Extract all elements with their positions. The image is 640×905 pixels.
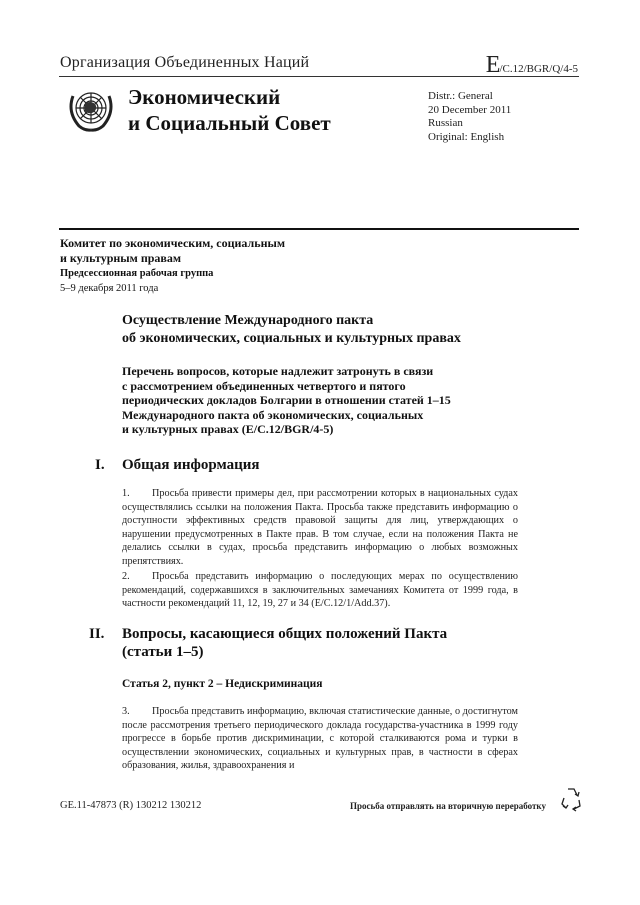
committee-name-2: и культурным правам <box>60 251 182 265</box>
subtitle-line-1: Перечень вопросов, которые надлежит затронуть в связи <box>122 364 434 378</box>
council-line-2: и Социальный Совет <box>128 111 331 135</box>
symbol-prefix: E <box>485 52 500 78</box>
main-title-line-1: Осуществление Международного пакта <box>122 313 374 328</box>
working-group: Предсессионная рабочая группа <box>60 268 214 279</box>
paragraph-number: 1. <box>122 488 130 499</box>
section-title: Общая информация <box>122 457 260 473</box>
committee-name-1: Комитет по экономическим, социальным <box>60 236 286 250</box>
main-title-line-2: об экономических, социальных и культурных правах <box>122 331 461 346</box>
subtitle <box>122 364 451 437</box>
section-heading-2 <box>89 625 529 665</box>
paragraph-number: 2. <box>122 571 130 582</box>
organization-name: Организация Объединенных Наций <box>60 54 310 71</box>
section-title-line-2: (статьи 1–5) <box>122 644 204 660</box>
section-title <box>122 625 447 661</box>
session-dates: 5–9 декабря 2011 года <box>60 283 159 294</box>
document-symbol <box>486 52 578 79</box>
section-number: II. <box>89 626 105 642</box>
paragraph-1 <box>122 487 518 569</box>
council-line-1: Экономический <box>128 85 281 109</box>
distr-original: Original: English <box>428 130 505 143</box>
paragraph-text: Просьба представить информацию, включая статистические данные, о достигнутом после рассмотрения третьего периодического доклада государства-участника в 1999 году прогрессе в борьбе против дискриминации, с которой сталкиваются рома и турки в осуществлении экономических, социальных и культурных прав, в частности в сферах образования, жилья, здравоохранения и <box>122 706 518 772</box>
main-title <box>122 312 461 348</box>
distr-language: Russian <box>428 117 463 129</box>
distr-date: 20 December 2011 <box>428 103 512 116</box>
section-heading-1 <box>95 456 535 476</box>
committee-block <box>60 236 285 296</box>
section-rule <box>59 228 579 230</box>
document-job-number: GE.11-47873 (R) 130212 130212 <box>60 800 202 811</box>
subtitle-line-3: периодических докладов Болгарии в отношении статей 1–15 <box>122 393 451 408</box>
distr-type: Distr.: General <box>428 90 493 102</box>
section-title-line-1: Вопросы, касающиеся общих положений Пакта <box>122 626 448 642</box>
paragraph-text: Просьба представить информацию о последующих мерах по осуществлению рекомендаций, содержавшихся в заключительных замечаниях Комитета от 1999 года, в частности рекомендаций 11, 12, 19, 27 и 34 (E/C.12/1/Add.37). <box>122 571 518 610</box>
distribution-block <box>428 90 511 144</box>
recycle-icon <box>560 786 582 812</box>
article-subheading: Статья 2, пункт 2 – Недискриминация <box>122 678 323 690</box>
paragraph-number: 3. <box>122 706 130 717</box>
paragraph-2 <box>122 570 518 611</box>
section-number: I. <box>95 457 105 473</box>
subtitle-line-4: Международного пакта об экономических, социальных <box>122 407 424 422</box>
paragraph-3 <box>122 705 518 773</box>
header-rule <box>59 76 579 77</box>
subtitle-line-2: с рассмотрением объединенных четвертого и пятого <box>122 378 406 393</box>
symbol-rest: /C.12/BGR/Q/4-5 <box>499 63 578 75</box>
un-emblem-icon <box>63 82 119 138</box>
council-title <box>128 84 331 136</box>
subtitle-line-5: и культурных правах (E/C.12/BGR/4-5) <box>122 422 334 437</box>
paragraph-text: Просьба привести примеры дел, при рассмотрении которых в национальных судах осуществлялись ссылки на положения Пакта. Просьба также представить информацию о доступности эффективных средств правовой защиты для лиц, утверждающих о нарушении предусмотренных в Пакте прав. В том случае, если на положения Пакта не делались ссылки в судах, просьба представить информацию о любых возможных препятствиях. <box>122 488 518 567</box>
recycle-notice: Просьба отправлять на вторичную переработку <box>350 801 546 811</box>
